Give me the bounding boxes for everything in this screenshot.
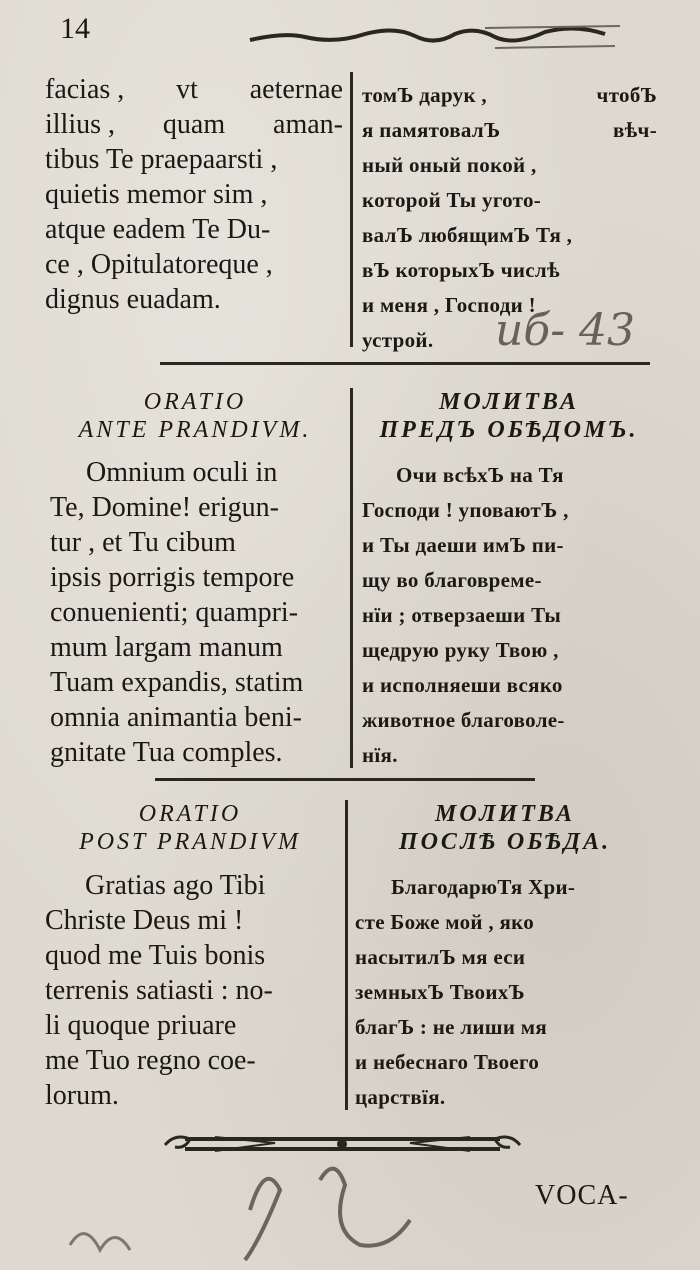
header-ornament: [245, 22, 625, 52]
russian-line: сте Боже мой , яко: [355, 910, 535, 934]
russian-line: и Ты даеши имЪ пи-: [362, 533, 564, 557]
section3-russian-heading: МОЛИТВА ПОСЛѢ ОБѢДА.: [398, 801, 612, 855]
section2-russian-column: [362, 458, 657, 773]
column-divider-2: [350, 388, 353, 768]
section-divider-2: [155, 778, 535, 781]
latin-line: tibus Te praepaarsti ,: [45, 144, 278, 175]
russian-line: валЪ любящимЪ Тя ,: [362, 223, 573, 247]
russian-line: томЪ дарук , чтобЪ: [362, 83, 657, 107]
latin-line: facias , vt aeternae: [45, 74, 343, 105]
latin-line: ipsis porrigis tempore: [50, 562, 295, 593]
latin-line: Tuam expandis, statim: [50, 667, 304, 698]
page-number: 14: [60, 12, 90, 45]
latin-line: mum largam manum: [50, 632, 283, 663]
russian-line: нїи ; отверзаеши Ты: [362, 603, 562, 627]
column-divider-3: [345, 800, 348, 1110]
russian-line: и исполняеши всяко: [362, 673, 563, 697]
russian-line: животное благоволе-: [362, 708, 565, 732]
section1-latin-column: [45, 72, 343, 317]
section2-latin-heading: ORATIO ANTE PRANDIVM.: [78, 389, 312, 443]
latin-line: Christe Deus mi !: [45, 905, 244, 936]
latin-line: li quoque priuare: [45, 1010, 237, 1041]
latin-line: ce , Opitulatoreque ,: [45, 249, 273, 280]
handwritten-scribble: [60, 1150, 460, 1265]
russian-line: Господи ! уповаютЪ ,: [362, 498, 569, 522]
russian-line: ный оный покой ,: [362, 153, 537, 177]
column-divider-1: [350, 72, 353, 347]
section2-russian-heading: МОЛИТВА ПРЕДЪ ОБѢДОМЪ.: [379, 389, 639, 443]
russian-line: щу во благовреме-: [362, 568, 542, 592]
latin-line: illius , quam aman-: [45, 109, 343, 140]
russian-line: щедрую руку Твою ,: [362, 638, 559, 662]
russian-line: вЪ которыхЪ числѣ: [362, 258, 560, 282]
latin-line: conuenienti; quampri-: [50, 597, 299, 628]
russian-line: земныхЪ ТвоихЪ: [355, 980, 525, 1004]
russian-line: Очи всѣхЪ на Тя: [396, 463, 564, 487]
russian-line: нїя.: [362, 743, 398, 767]
russian-line: царствїя.: [355, 1085, 446, 1109]
russian-line: я памятовалЪ вѣч-: [362, 118, 657, 142]
latin-line: quod me Tuis bonis: [45, 940, 266, 971]
latin-line: terrenis satiasti : no-: [45, 975, 273, 1006]
section3-latin-heading: ORATIO POST PRANDIVM: [79, 801, 301, 855]
russian-line: насытилЪ мя еси: [355, 945, 526, 969]
section-divider-1: [160, 362, 650, 365]
russian-line: которой Ты угото-: [362, 188, 542, 212]
section3-russian-column: [355, 870, 655, 1115]
latin-line: atque eadem Te Du-: [45, 214, 271, 245]
latin-line: tur , et Tu cibum: [50, 527, 236, 558]
handwritten-note: иб- 43: [495, 305, 636, 356]
russian-line: БлагодарюТя Хри-: [391, 875, 576, 899]
russian-line: и небеснаго Твоего: [355, 1050, 540, 1074]
latin-line: me Tuo regno coe-: [45, 1045, 256, 1076]
russian-line: благЪ : не лиши мя: [355, 1015, 548, 1039]
latin-line: omnia animantia beni-: [50, 702, 302, 733]
latin-line: Gratias ago Tibi: [85, 870, 266, 901]
latin-line: Omnium oculi in: [86, 457, 278, 488]
latin-line: gnitate Tua comples.: [50, 737, 283, 768]
latin-line: dignus euadam.: [45, 284, 221, 315]
catchword: VOCA-: [535, 1180, 629, 1211]
section3-latin-column: [45, 868, 340, 1113]
russian-line: устрой.: [362, 328, 434, 352]
latin-line: lorum.: [45, 1080, 119, 1111]
section2-latin-column: [50, 455, 345, 770]
latin-line: quietis memor sim ,: [45, 179, 268, 210]
russian-line: и меня , Господи !: [362, 293, 536, 317]
latin-line: Te, Domine! erigun-: [50, 492, 279, 523]
